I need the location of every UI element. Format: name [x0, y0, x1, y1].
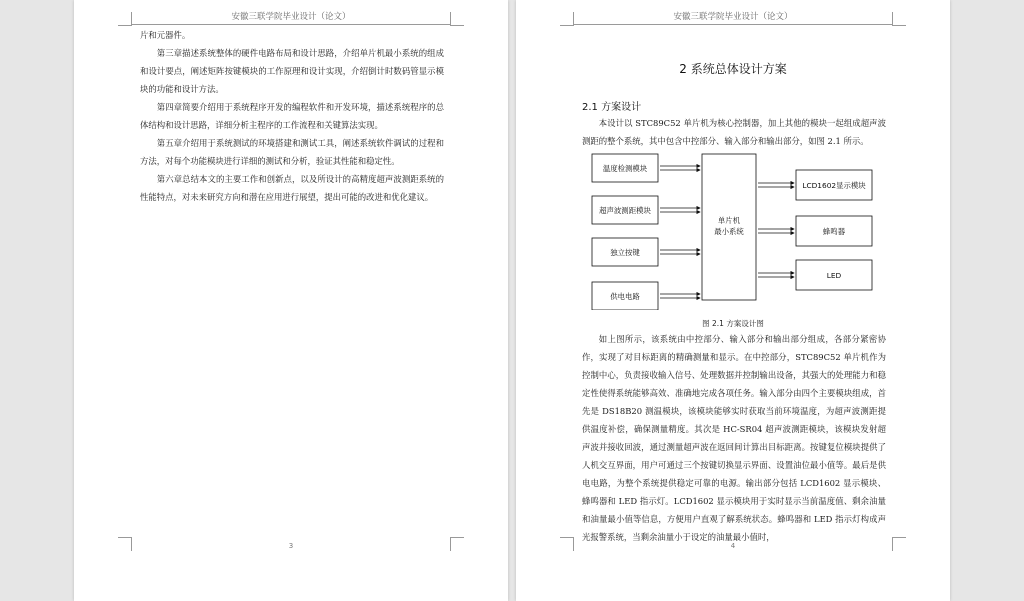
crop-mark	[118, 12, 132, 26]
input-block-ultrasonic	[592, 196, 658, 224]
block-label: LED	[826, 271, 842, 280]
mcu-label-line2: 最小系统	[714, 227, 744, 236]
output-block-buzzer	[796, 216, 872, 246]
input-block-temperature	[592, 154, 658, 182]
paragraph: 如上图所示，该系统由中控部分、输入部分和输出部分组成，各部分紧密协作，实现了对目标距离的精确测量和显示。在中控部分，STC89C52 单片机作为控制中心，负责接收输入信号、处理数据并控制输出设备，其强大的处理能力和稳定性使得系统能够高效、准确地完成各项任务。输入部分由四个主要模块组成，首先是 DS18B20 测温模块，该模块能够实时获取当前环境温度，为超声波测距提供温度补偿，确保测量精度。其次是 HC-SR04 超声波测距模块，该模块发射超声波并接收回波，通过测量超声波在返回间计算出目标距离。按键复位模块提供了人机交互界面，用户可通过三个按键切换显示界面、设置油位最小值等。最后是供电电路，为整个系统提供稳定可靠的电源。输出部分包括 LCD1602 显示模块、蜂鸣器和 LED 指示灯。LCD1602 显示模块用于实时显示当前温度值、剩余油量和油量最小值等信息，方便用户直观了解系统状态。蜂鸣器和 LED 指示灯构成声光报警系统，当剩余油量小于设定的油量最小值时，	[582, 334, 886, 542]
header-rule	[574, 24, 892, 25]
paragraph: 片和元器件。	[140, 30, 191, 40]
paragraph: 第六章总结本文的主要工作和创新点，以及所设计的高精度超声波测距系统的性能特点，对未来研究方向和潜在应用进行展望，提出可能的改进和优化建议。	[140, 174, 444, 202]
block-label: 超声波测距模块	[599, 206, 651, 215]
chapter-title: 2 系统总体设计方案	[679, 62, 787, 76]
section-title: 2.1 方案设计	[582, 102, 642, 113]
crop-mark	[892, 12, 906, 26]
block-label: 独立按键	[610, 248, 640, 257]
output-arrows	[758, 183, 794, 277]
document-page-3	[74, 0, 508, 601]
block-label: 蜂鸣器	[822, 227, 846, 236]
crop-mark	[450, 12, 464, 26]
header-rule	[132, 24, 450, 25]
block-label: 温度检测模块	[602, 164, 648, 173]
mcu-label-line1: 单片机	[717, 216, 741, 225]
input-arrows	[660, 166, 700, 298]
paragraph: 第三章描述系统整体的硬件电路布局和设计思路，介绍单片机最小系统的组成和设计要点，阐述矩阵按键模块的工作原理和设计实现，介绍倒计时数码管显示模块的功能和设计方法。	[140, 48, 444, 94]
page-number: 4	[730, 542, 736, 550]
block-label: 供电电路	[610, 292, 640, 301]
page-header: 安徽三联学院毕业设计（论文）	[673, 12, 793, 22]
crop-mark	[560, 12, 574, 26]
block-diagram	[584, 150, 884, 310]
output-block-lcd	[796, 170, 872, 200]
mcu-block	[702, 154, 756, 300]
paragraph: 第五章介绍用于系统测试的环境搭建和测试工具，阐述系统软件调试的过程和方法，对每个功能模块进行详细的测试和分析，验证其性能和稳定性。	[140, 138, 444, 166]
input-block-power	[592, 282, 658, 310]
paragraph: 第四章简要介绍用于系统程序开发的编程软件和开发环境，描述系统程序的总体结构和设计思路，详细分析主程序的工作流程和关键算法实现。	[140, 102, 444, 130]
input-block-button	[592, 238, 658, 266]
paragraph: 本设计以 STC89C52 单片机为核心控制器，加上其他的模块一起组成超声波测距的整个系统，其中包含中控部分、输入部分和输出部分，如图 2.1 所示。	[582, 118, 886, 146]
document-page-4	[516, 0, 950, 601]
body-text	[140, 26, 444, 206]
output-block-led	[796, 260, 872, 290]
body-text	[582, 330, 886, 546]
page-number: 3	[288, 542, 294, 550]
figure-caption: 图 2.1 方案设计图	[702, 319, 764, 328]
body-text	[582, 114, 886, 150]
page-header: 安徽三联学院毕业设计（论文）	[231, 12, 351, 22]
block-label: LCD1602显示模块	[802, 181, 866, 190]
